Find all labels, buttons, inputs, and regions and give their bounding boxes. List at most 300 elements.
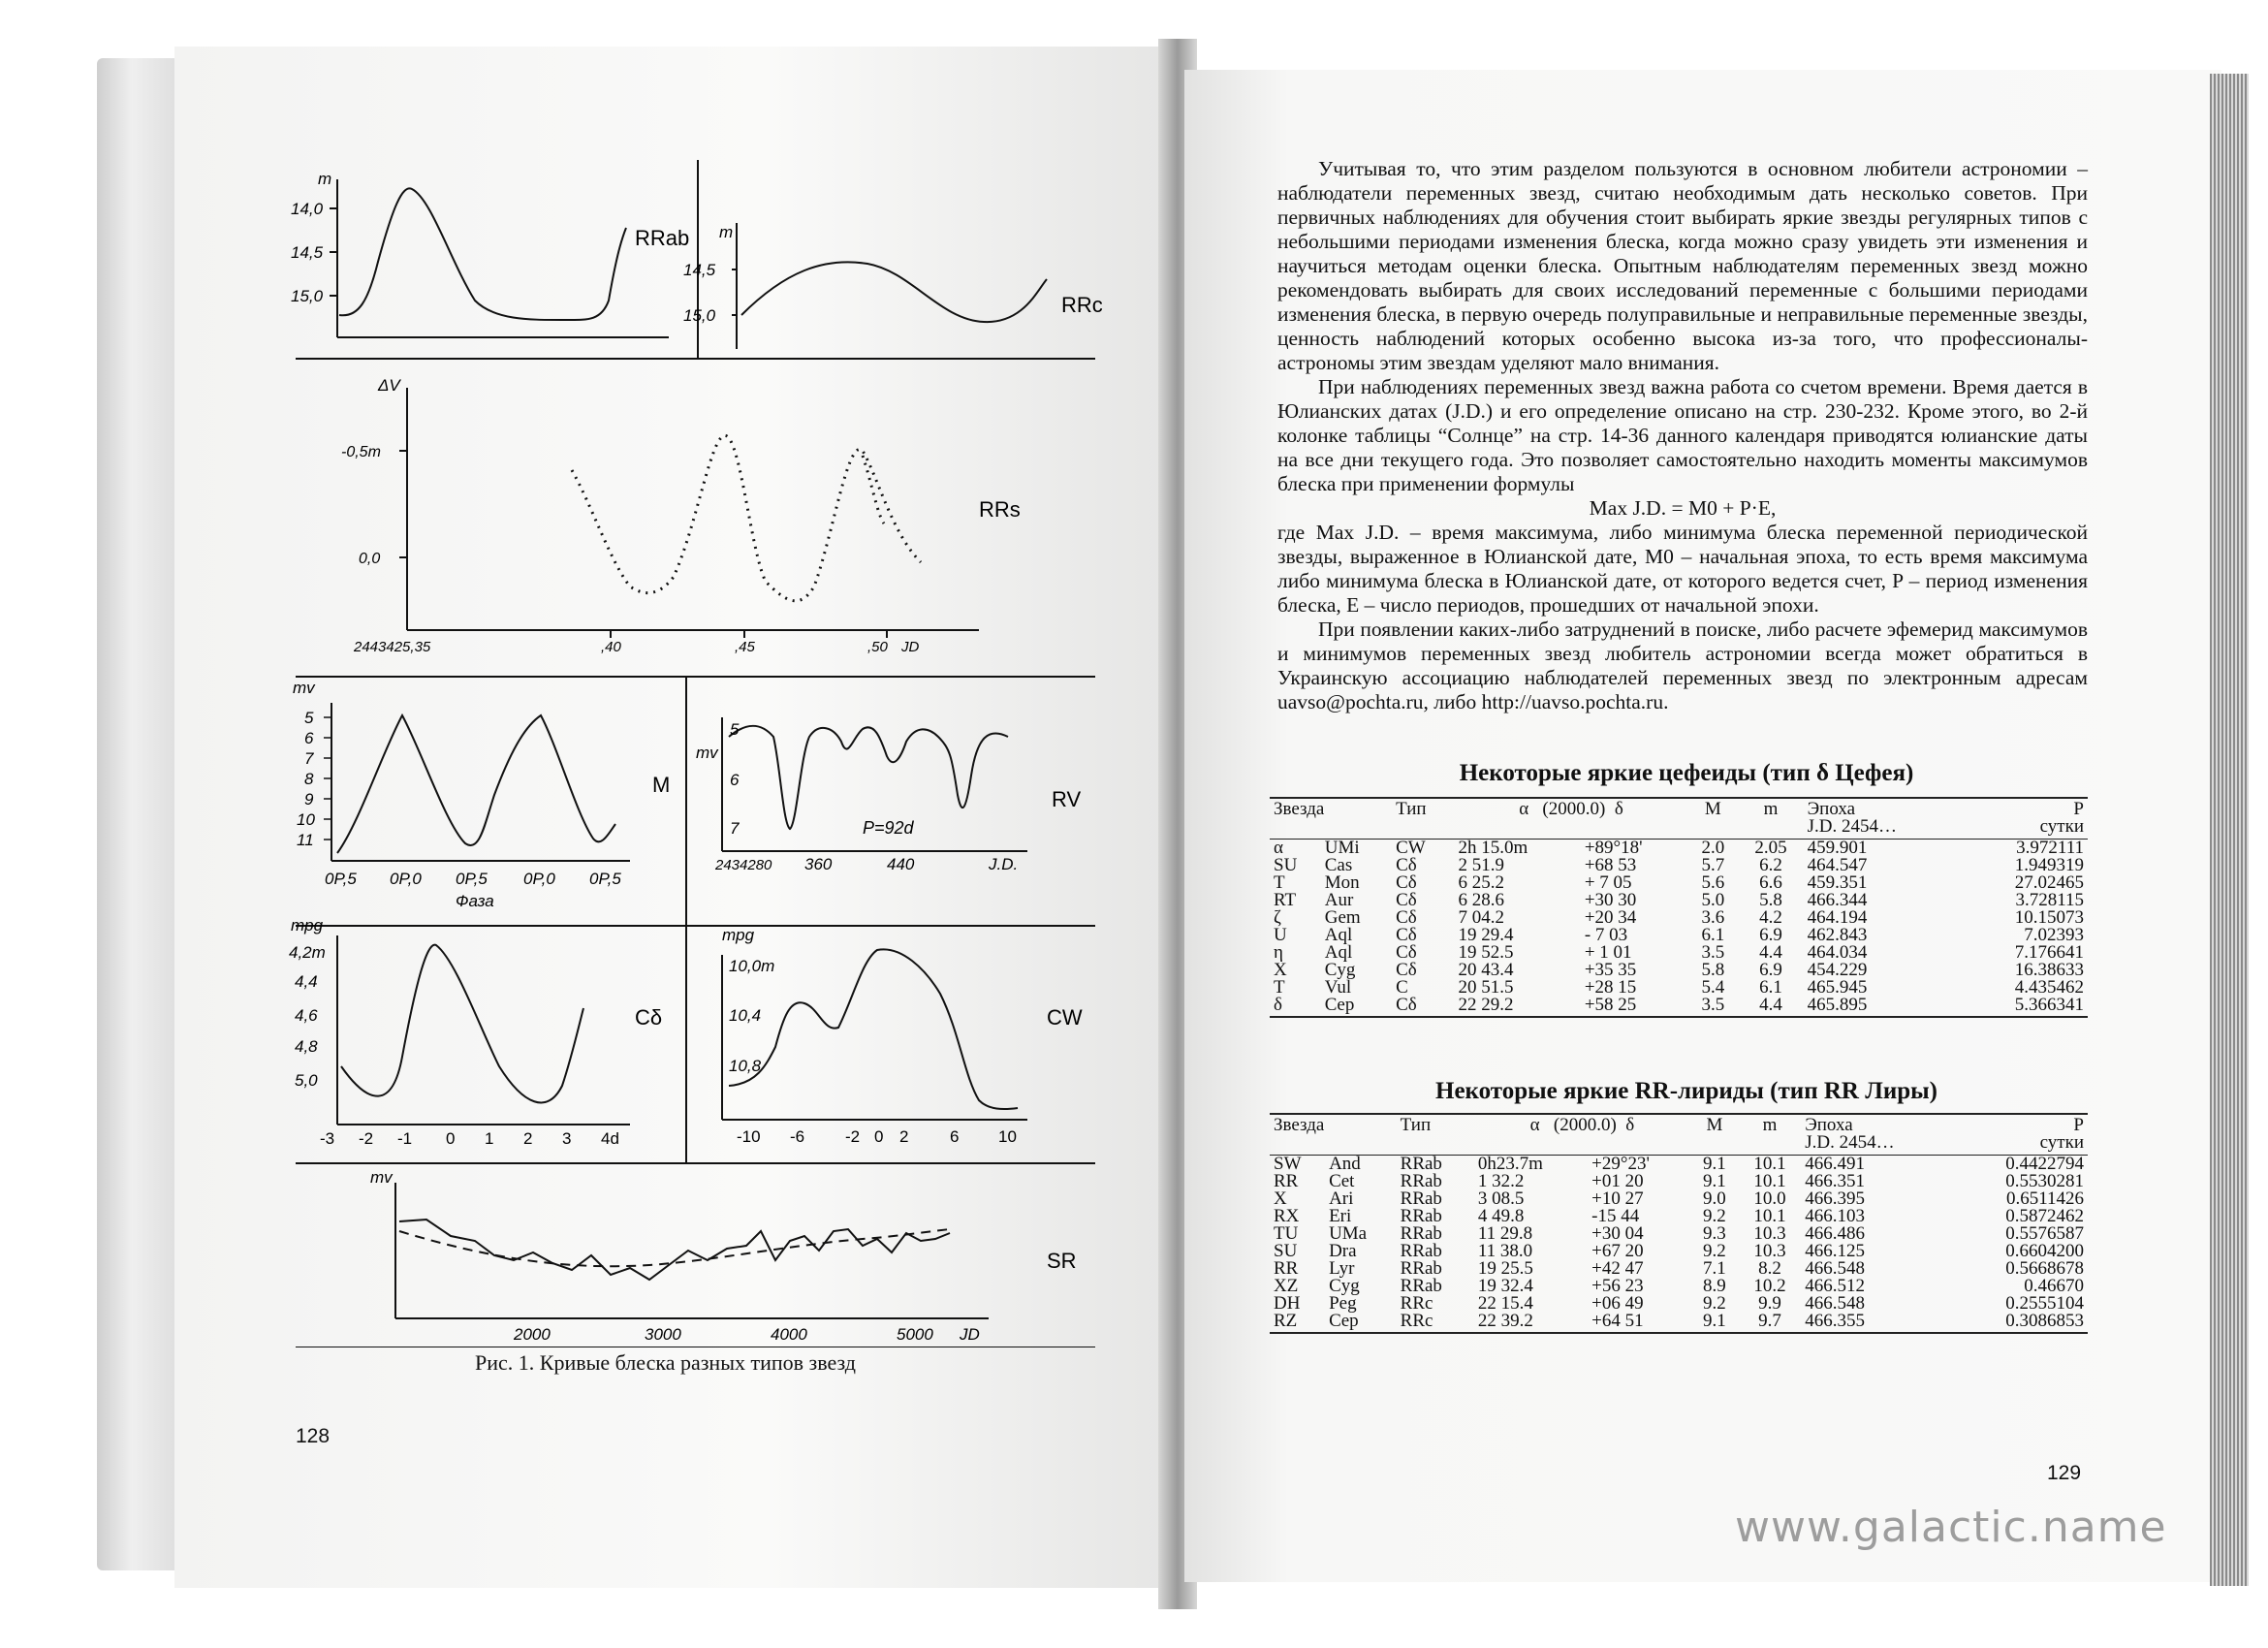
rrab-tick-3: 15,0 <box>291 287 324 305</box>
cell-m: 6.9 <box>1759 960 1782 980</box>
cell-P: 0.5576587 <box>2005 1223 2084 1244</box>
cell-M: 2.0 <box>1701 838 1725 858</box>
cell-m: 2.05 <box>1754 838 1787 858</box>
rrs-xtick-2: ,40 <box>601 639 621 655</box>
col-period: P сутки <box>1963 798 2088 840</box>
rrs-x-unit: JD <box>901 639 920 655</box>
cell-m: 10.1 <box>1753 1171 1786 1191</box>
table-row <box>1270 1313 2088 1333</box>
cdelta-xtick-2: -2 <box>359 1129 374 1148</box>
cell-greek: X <box>1274 960 1287 980</box>
cell-dec: +56 23 <box>1591 1276 1644 1296</box>
cepheids-table <box>1270 797 2088 1018</box>
table-row <box>1270 927 2088 944</box>
cell-con: Aur <box>1324 890 1354 910</box>
cw-xtick-6: 6 <box>950 1127 960 1146</box>
cell-m: 10.1 <box>1753 1206 1786 1226</box>
cell-type: RRab <box>1400 1171 1442 1191</box>
cell-M: 9.2 <box>1703 1206 1726 1226</box>
cell-P: 3.728115 <box>2015 890 2084 910</box>
cw-tick-2: 10,4 <box>729 1006 762 1025</box>
cell-M: 6.1 <box>1701 925 1725 945</box>
table-row <box>1270 944 2088 962</box>
rrc-tick-1: 14,5 <box>683 261 716 279</box>
rrs-xtick-1: 2443425,35 <box>354 639 431 655</box>
cell-con: Dra <box>1329 1241 1357 1261</box>
cell-epoch: 466.351 <box>1805 1171 1865 1191</box>
rv-xtick-4: J.D. <box>989 855 1019 873</box>
figure-caption: Рис. 1. Кривые блеска разных типов звезд <box>475 1350 857 1375</box>
cell-M: 9.2 <box>1703 1293 1726 1314</box>
rrab-axis-label: m <box>318 170 332 188</box>
book-right-edge <box>2210 74 2249 1586</box>
cell-m: 6.1 <box>1759 977 1782 998</box>
cw-type-label: CW <box>1047 1005 1083 1030</box>
m-type-label: M <box>652 773 671 797</box>
body-text <box>1277 157 2088 714</box>
cell-epoch: 466.103 <box>1805 1206 1865 1226</box>
paragraph-4: При появлении каких-либо затруднений в поиске, либо расчете эфемерид максимумов и минимумов переменных звезд любитель астрономии всегда может обратиться в Украинскую ассоциацию наблюдателей переменных звезд по электронным адресам uavso@pochta.ru, либо http://uavso.pochta.ru. <box>1277 618 2088 713</box>
table-row <box>1270 909 2088 927</box>
cell-M: 9.3 <box>1703 1223 1726 1244</box>
watermark: www.galactic.name <box>1735 1503 2167 1552</box>
cell-M: 9.0 <box>1703 1188 1726 1209</box>
cell-epoch: 464.194 <box>1807 907 1868 928</box>
cell-dec: +01 20 <box>1591 1171 1644 1191</box>
cw-axis-label: mpg <box>722 926 755 944</box>
cell-dec: +28 15 <box>1584 977 1637 998</box>
cell-con: UMa <box>1329 1223 1368 1244</box>
cell-M: 7.1 <box>1703 1258 1726 1279</box>
cell-P: 0.6511426 <box>2005 1188 2084 1209</box>
cdelta-xtick-7: 3 <box>562 1129 572 1148</box>
cell-m: 9.7 <box>1739 1313 1802 1333</box>
cw-tick-1: 10,0m <box>729 957 775 975</box>
cell-ra: 2 51.9 <box>1458 855 1505 875</box>
table-row <box>1270 1190 2088 1208</box>
cell-M: 5.6 <box>1701 872 1725 893</box>
cell-ra: 22 15.4 <box>1477 1293 1533 1314</box>
cell-greek: RR <box>1274 1258 1299 1279</box>
cell-greek: RT <box>1274 890 1297 910</box>
m-xtick-5: 0P,5 <box>589 870 621 888</box>
paragraph-1: Учитывая то, что этим разделом пользуются в основном любители астрономии – наблюдатели переменных звезд, считаю необходимым дать несколько советов. При первичных наблюдениях для обучения стоит выбирать яркие звезды регулярных типов с небольшими периодами изменения блеска, когда можно сразу увидеть эти изменения и научиться методам оценки блеска. Опытным наблюдателям переменных звезд можно рекомендовать выбирать для своих исследований переменные с большими периодами изменения блеска, в первую очередь полуправильные и неправильные переменные звезды, ценность наблюдений которых особенно высока из-за того, что профессионалы-астрономы этим звездам уделяют мало внимания. <box>1277 157 2088 374</box>
cw-xtick-7: 10 <box>998 1127 1017 1146</box>
cell-P: 3.972111 <box>2016 838 2084 858</box>
cell-P: 0.6604200 <box>2005 1241 2084 1261</box>
rrc-tick-2: 15,0 <box>683 306 716 325</box>
sr-xtick-1: 2000 <box>514 1325 551 1344</box>
cell-P: 0.2555104 <box>2005 1293 2084 1314</box>
cell-m: 4.4 <box>1759 942 1782 963</box>
cell-dec: +89°18' <box>1584 838 1643 858</box>
rrs-tick-1: -0,5m <box>341 444 381 460</box>
cell-epoch: 466.125 <box>1805 1241 1865 1261</box>
rrs-tick-2: 0,0 <box>359 551 381 567</box>
cell-dec: + 7 05 <box>1584 872 1632 893</box>
cell-type: Cδ <box>1396 855 1417 875</box>
cell-dec: +29°23' <box>1591 1154 1650 1174</box>
cell-type: Cδ <box>1392 997 1454 1017</box>
m-tick-1: 5 <box>304 709 314 727</box>
cdelta-tick-5: 5,0 <box>295 1071 318 1090</box>
cell-ra: 3 08.5 <box>1477 1188 1525 1209</box>
cell-M: 5.8 <box>1701 960 1725 980</box>
cell-dec: +68 53 <box>1584 855 1637 875</box>
table-row <box>1270 874 2088 892</box>
m-xtick-2: 0P,0 <box>390 870 422 888</box>
cell-ra: 22 39.2 <box>1474 1313 1588 1333</box>
m-tick-7: 11 <box>297 831 314 849</box>
cell-greek: T <box>1274 872 1285 893</box>
cell-dec: +35 35 <box>1584 960 1637 980</box>
cell-dec: +10 27 <box>1591 1188 1644 1209</box>
cell-epoch: 464.034 <box>1807 942 1868 963</box>
cdelta-xtick-5: 1 <box>485 1129 494 1148</box>
cell-M: 9.2 <box>1703 1241 1726 1261</box>
col-coords: α (2000.0) δ <box>1474 1114 1690 1156</box>
cell-dec: -15 44 <box>1591 1206 1640 1226</box>
col-star: Звезда <box>1270 1114 1397 1156</box>
light-curves-figure <box>281 155 1115 1347</box>
table-row <box>1270 1225 2088 1243</box>
rr-lyrae-table <box>1270 1113 2088 1334</box>
cell-M: 9.1 <box>1690 1313 1739 1333</box>
cell-epoch: 466.395 <box>1805 1188 1865 1209</box>
cell-ra: 1 32.2 <box>1477 1171 1525 1191</box>
cell-con: Peg <box>1329 1293 1357 1314</box>
cell-P: 10.15073 <box>2014 907 2084 928</box>
table-row <box>1270 840 2088 858</box>
sr-xtick-2: 3000 <box>645 1325 681 1344</box>
cell-type: RRc <box>1397 1313 1474 1333</box>
cell-epoch: 465.945 <box>1807 977 1868 998</box>
cell-type: Cδ <box>1396 960 1417 980</box>
rr-rows <box>1270 1156 2088 1334</box>
cell-epoch: 459.901 <box>1807 838 1868 858</box>
cell-con: Vul <box>1324 977 1352 998</box>
cell-M: 3.5 <box>1687 997 1738 1017</box>
cell-M: 8.9 <box>1703 1276 1726 1296</box>
cdelta-tick-4: 4,8 <box>295 1037 318 1056</box>
rrc-axis-label: m <box>719 223 734 241</box>
cell-ra: 22 29.2 <box>1455 997 1581 1017</box>
cell-m: 8.2 <box>1758 1258 1781 1279</box>
cell-con: Eri <box>1329 1206 1352 1226</box>
cell-greek: α <box>1274 838 1283 858</box>
cell-greek: δ <box>1270 997 1321 1017</box>
rrs-xtick-3: ,45 <box>735 639 755 655</box>
cell-P: 0.5872462 <box>2005 1206 2084 1226</box>
cell-type: RRab <box>1400 1188 1442 1209</box>
cell-ra: 4 49.8 <box>1477 1206 1525 1226</box>
cdelta-xtick-4: 0 <box>446 1129 456 1148</box>
rr-table-title: Некоторые яркие RR-лириды (тип RR Лиры) <box>1435 1078 1937 1104</box>
m-tick-6: 10 <box>297 810 315 829</box>
cell-greek: SW <box>1274 1154 1302 1174</box>
cell-ra: 19 29.4 <box>1458 925 1514 945</box>
cell-M: 9.1 <box>1703 1171 1726 1191</box>
cell-con: Gem <box>1324 907 1361 928</box>
cell-M: 5.4 <box>1701 977 1725 998</box>
col-star: Звезда <box>1270 798 1392 840</box>
cell-m: 6.6 <box>1759 872 1782 893</box>
rv-tick-1: 5 <box>730 720 740 739</box>
cell-con: Cas <box>1324 855 1353 875</box>
cell-m: 9.9 <box>1758 1293 1781 1314</box>
cell-m: 4.4 <box>1738 997 1803 1017</box>
m-tick-3: 7 <box>304 749 314 768</box>
cell-type: Cδ <box>1396 872 1417 893</box>
formula: Max J.D. = M0 + P·E, <box>1589 496 1777 520</box>
cell-P: 16.38633 <box>2014 960 2084 980</box>
cell-dec: +67 20 <box>1591 1241 1644 1261</box>
cell-ra: 19 25.5 <box>1477 1258 1533 1279</box>
table-row <box>1270 997 2088 1017</box>
cell-greek: T <box>1274 977 1285 998</box>
cell-greek: ζ <box>1274 907 1281 928</box>
col-m: m <box>1739 1114 1802 1156</box>
cell-m: 5.8 <box>1759 890 1782 910</box>
cell-M: 3.6 <box>1701 907 1725 928</box>
col-type: Тип <box>1397 1114 1474 1156</box>
cell-con: Aql <box>1324 925 1353 945</box>
cell-epoch: 464.547 <box>1807 855 1868 875</box>
cell-con: Ari <box>1329 1188 1354 1209</box>
col-type: Тип <box>1392 798 1454 840</box>
cepheids-table-title: Некоторые яркие цефеиды (тип δ Цефея) <box>1459 760 1914 786</box>
cell-con: And <box>1329 1154 1361 1174</box>
cell-type: RRc <box>1400 1293 1433 1314</box>
cdelta-xtick-8: 4d <box>601 1129 619 1148</box>
table-row <box>1270 1278 2088 1295</box>
rv-tick-2: 6 <box>730 771 740 789</box>
col-m: m <box>1738 798 1803 840</box>
cell-dec: +20 34 <box>1584 907 1637 928</box>
cell-P: 1.949319 <box>2014 855 2084 875</box>
cell-epoch: 465.895 <box>1804 997 1963 1017</box>
cell-P: 0.4422794 <box>2005 1154 2084 1174</box>
cell-m: 6.2 <box>1759 855 1782 875</box>
table-row <box>1270 1156 2088 1174</box>
cell-con: Cep <box>1325 1313 1397 1333</box>
col-epoch: Эпоха J.D. 2454… <box>1804 798 1963 840</box>
m-xtick-1: 0P,5 <box>325 870 357 888</box>
rv-axis-label: mv <box>696 744 718 762</box>
cell-ra: 19 52.5 <box>1458 942 1514 963</box>
cell-dec: +30 30 <box>1584 890 1637 910</box>
cell-ra: 20 51.5 <box>1458 977 1514 998</box>
m-axis-label: mv <box>293 679 315 697</box>
cell-type: RRab <box>1400 1276 1442 1296</box>
cell-epoch: 466.486 <box>1805 1223 1865 1244</box>
rrab-type-label: RRab <box>635 226 690 250</box>
cell-epoch: 459.351 <box>1807 872 1868 893</box>
cell-con: Cet <box>1329 1171 1355 1191</box>
cdelta-xtick-6: 2 <box>523 1129 533 1148</box>
cdelta-axis-label: mpg <box>291 916 324 935</box>
cell-greek: SU <box>1274 1241 1298 1261</box>
cell-dec: - 7 03 <box>1584 925 1628 945</box>
cell-type: Cδ <box>1396 907 1417 928</box>
page-number-right: 129 <box>2047 1462 2082 1484</box>
cell-epoch: 466.548 <box>1805 1293 1865 1314</box>
cell-ra: 11 38.0 <box>1477 1241 1533 1261</box>
cell-ra: 7 04.2 <box>1458 907 1505 928</box>
m-xtick-4: 0P,0 <box>523 870 555 888</box>
sr-axis-label: mv <box>370 1168 393 1187</box>
cell-P: 7.176641 <box>2014 942 2084 963</box>
cell-P: 27.02465 <box>2014 872 2084 893</box>
cw-xtick-3: -2 <box>845 1127 861 1146</box>
cell-greek: XZ <box>1274 1276 1299 1296</box>
cell-type: Cδ <box>1396 925 1417 945</box>
cell-P: 7.02393 <box>2024 925 2084 945</box>
rrc-type-label: RRc <box>1061 293 1103 317</box>
cell-dec: +64 51 <box>1588 1313 1690 1333</box>
rv-annotation: P=92d <box>863 818 914 838</box>
cell-type: RRab <box>1400 1206 1442 1226</box>
cell-M: 5.0 <box>1701 890 1725 910</box>
cepheids-rows <box>1270 840 2088 1018</box>
cell-m: 6.9 <box>1759 925 1782 945</box>
cw-tick-3: 10,8 <box>729 1057 762 1075</box>
table-row <box>1270 1208 2088 1225</box>
cell-ra: 19 32.4 <box>1477 1276 1533 1296</box>
cell-greek: RX <box>1274 1206 1300 1226</box>
cell-greek: TU <box>1274 1223 1299 1244</box>
cell-m: 10.0 <box>1753 1188 1786 1209</box>
m-tick-5: 9 <box>304 790 314 808</box>
m-tick-2: 6 <box>304 729 314 747</box>
cell-greek: SU <box>1274 855 1298 875</box>
table-row <box>1270 1173 2088 1190</box>
cell-m: 10.1 <box>1753 1154 1786 1174</box>
cell-greek: RZ <box>1270 1313 1325 1333</box>
cell-M: 3.5 <box>1701 942 1725 963</box>
cell-m: 4.2 <box>1759 907 1782 928</box>
book-left-edge <box>97 58 184 1570</box>
cell-con: Lyr <box>1329 1258 1355 1279</box>
cell-P: 0.5530281 <box>2005 1171 2084 1191</box>
table-row <box>1270 979 2088 997</box>
m-x-label: Фаза <box>456 892 494 910</box>
col-M: M <box>1690 1114 1739 1156</box>
col-M: M <box>1687 798 1738 840</box>
cdelta-xtick-3: -1 <box>397 1129 413 1148</box>
rrab-tick-2: 14,5 <box>291 243 324 262</box>
cell-epoch: 454.229 <box>1807 960 1868 980</box>
cw-xtick-1: -10 <box>737 1127 761 1146</box>
rrs-xtick-4: ,50 <box>867 639 888 655</box>
cell-P: 0.5668678 <box>2005 1258 2084 1279</box>
cell-ra: 20 43.4 <box>1458 960 1514 980</box>
col-epoch: Эпоха J.D. 2454… <box>1801 1114 1953 1156</box>
cell-con: Mon <box>1324 872 1360 893</box>
col-period: P сутки <box>1953 1114 2088 1156</box>
rv-type-label: RV <box>1052 787 1082 811</box>
cdelta-tick-1: 4,2m <box>289 943 326 962</box>
m-tick-4: 8 <box>304 770 314 788</box>
sr-xtick-3: 4000 <box>771 1325 807 1344</box>
table-row <box>1270 1243 2088 1260</box>
sr-xtick-5: JD <box>960 1325 980 1344</box>
cell-con: Cep <box>1321 997 1392 1017</box>
cell-type: RRab <box>1400 1154 1442 1174</box>
m-xtick-3: 0P,5 <box>456 870 488 888</box>
cell-greek: η <box>1274 942 1283 963</box>
rv-xtick-2: 360 <box>804 855 833 873</box>
cell-ra: 11 29.8 <box>1477 1223 1533 1244</box>
cell-epoch: 466.491 <box>1805 1154 1865 1174</box>
cell-type: CW <box>1396 838 1426 858</box>
cw-xtick-5: 2 <box>899 1127 909 1146</box>
sr-xtick-4: 5000 <box>897 1325 933 1344</box>
rv-xtick-3: 440 <box>887 855 915 873</box>
cell-epoch: 466.344 <box>1807 890 1868 910</box>
cell-type: Cδ <box>1396 942 1417 963</box>
cell-M: 9.1 <box>1703 1154 1726 1174</box>
cell-epoch: 462.843 <box>1807 925 1868 945</box>
cdelta-xtick-1: -3 <box>320 1129 335 1148</box>
table-row <box>1270 892 2088 909</box>
cw-xtick-2: -6 <box>790 1127 805 1146</box>
table-row <box>1270 1295 2088 1313</box>
cell-dec: +30 04 <box>1591 1223 1644 1244</box>
rv-tick-3: 7 <box>730 819 740 838</box>
cell-con: Cyg <box>1324 960 1356 980</box>
cell-con: UMi <box>1324 838 1360 858</box>
rv-xtick-1: 2434280 <box>715 857 772 873</box>
cell-m: 10.2 <box>1753 1276 1786 1296</box>
rrab-tick-1: 14,0 <box>291 200 324 218</box>
cell-type: RRab <box>1400 1258 1442 1279</box>
cdelta-tick-2: 4,4 <box>295 972 318 991</box>
paragraph-2: При наблюдениях переменных звезд важна работа со счетом времени. Время дается в Юлианских датах (J.D.) и его определение описано на стр. 230-232. Кроме этого, во 2-й колонке таблицы “Солнце” на стр. 14-36 данного календаря приводятся юлианские даты на все дни текущего года. Это позволяет самостоятельно находить моменты максимумов блеска при применении формулы <box>1277 375 2088 495</box>
cell-con: Aql <box>1324 942 1353 963</box>
table-row <box>1270 857 2088 874</box>
cell-dec: +42 47 <box>1591 1258 1644 1279</box>
cell-ra: 6 25.2 <box>1458 872 1505 893</box>
cell-P: 0.3086853 <box>1953 1313 2088 1333</box>
cell-greek: U <box>1274 925 1287 945</box>
cell-dec: +06 49 <box>1591 1293 1644 1314</box>
cell-type: RRab <box>1400 1241 1442 1261</box>
cell-greek: DH <box>1274 1293 1301 1314</box>
cw-xtick-4: 0 <box>874 1127 884 1146</box>
cell-type: Cδ <box>1396 890 1417 910</box>
cell-greek: RR <box>1274 1171 1299 1191</box>
cell-P: 5.366341 <box>1963 997 2088 1017</box>
cdelta-tick-3: 4,6 <box>295 1006 318 1025</box>
cell-type: C <box>1396 977 1408 998</box>
cdelta-type-label: Cδ <box>635 1005 663 1030</box>
cell-m: 10.3 <box>1753 1223 1786 1244</box>
cell-P: 0.46670 <box>2024 1276 2084 1296</box>
cell-ra: 6 28.6 <box>1458 890 1505 910</box>
cell-P: 4.435462 <box>2014 977 2084 998</box>
cell-con: Cyg <box>1329 1276 1360 1296</box>
cell-dec: +58 25 <box>1581 997 1688 1017</box>
cell-epoch: 466.355 <box>1801 1313 1953 1333</box>
cell-epoch: 466.512 <box>1805 1276 1865 1296</box>
cell-epoch: 466.548 <box>1805 1258 1865 1279</box>
cell-dec: + 1 01 <box>1584 942 1632 963</box>
cell-ra: 0h23.7m <box>1477 1154 1543 1174</box>
rrs-type-label: RRs <box>979 497 1021 522</box>
table-row <box>1270 962 2088 979</box>
cell-M: 5.7 <box>1701 855 1725 875</box>
